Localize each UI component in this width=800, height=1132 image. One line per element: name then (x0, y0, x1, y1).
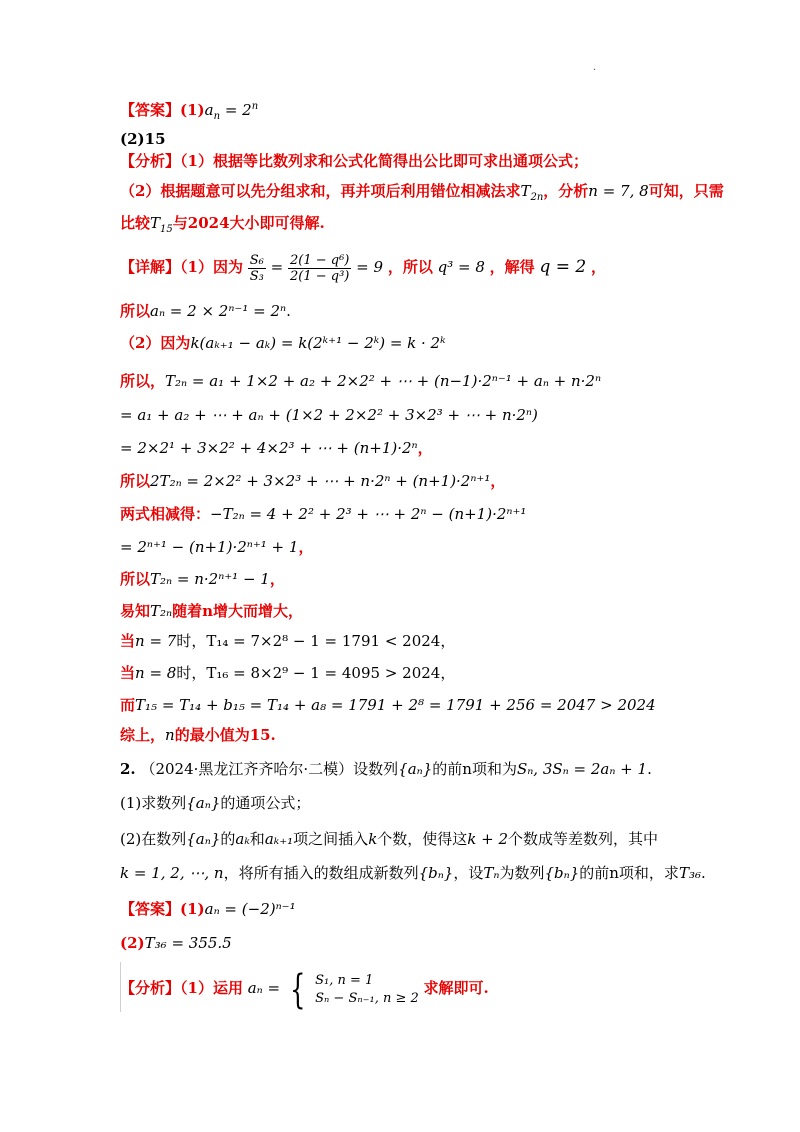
page-dot: . (593, 62, 597, 73)
answer-label: 【答案】(1) (120, 101, 205, 119)
fraction-s6-s3: $\frac{\text{S₆}}{\text{S₃}}$ (249, 252, 264, 284)
derivation-line: = 2ⁿ⁺¹ − (n+1)·2ⁿ⁺¹ + 1， (120, 538, 314, 556)
analysis-line-1: 【分析】（1）根据等比数列求和公式化简得出公比即可求出通项公式； (120, 152, 588, 170)
answer-1-formula: $a_n = 2^n$ (204, 101, 259, 122)
answer-line-1 (120, 96, 258, 128)
derivation-line: 两式相减得：−T₂ₙ = 4 + 2² + 2³ + ⋯ + 2ⁿ − (n+1)·2ⁿ⁺¹ (120, 505, 527, 523)
problem-2-question-2: (2)在数列{aₙ}的aₖ和aₖ₊₁项之间插入k个数，使得这k + 2个数成等差数列，其中 (120, 830, 659, 848)
derivation-line: = a₁ + a₂ + ⋯ + aₙ + (1×2 + 2×2² + 3×2³ + ⋯ + n·2ⁿ) (120, 406, 538, 424)
problem-2-question-2-cont: k = 1, 2, ⋯, n，将所有插入的数组成新数列{bₙ}，设Tₙ为数列{bₙ}的前n项和，求T₃₆. (120, 864, 706, 882)
problem-2-answer-2: (2)T₃₆ = 355.5 (120, 934, 232, 952)
derivation-line: 所以2T₂ₙ = 2×2² + 3×2³ + ⋯ + n·2ⁿ + (n+1)·2ⁿ⁺¹， (120, 472, 506, 490)
answer-line-2: (2)15 (120, 130, 166, 148)
analysis-line-3: 比较$T_{15}$与2024大小即可得解. (120, 214, 325, 235)
fraction-q: $\frac{\text{2(1 − q⁶)}}{\text{2(1 − q³)}}$ (289, 252, 350, 284)
derivation-line: 而T₁₅ = T₁₄ + b₁₅ = T₁₄ + a₈ = 1791 + 2⁸ = 1791 + 256 = 2047 > 2024 (120, 696, 656, 714)
piecewise-formula: { S₁, n = 1 Sₙ − Sₙ₋₁, n ≥ 2 (289, 966, 419, 1013)
problem-2-question-1: (1)求数列{aₙ}的通项公式； (120, 794, 311, 812)
problem-2-answer-1: 【答案】(1)aₙ = (−2)ⁿ⁻¹ (120, 900, 296, 918)
derivation-line: 易知T₂ₙ随着n增大而增大， (120, 602, 304, 620)
derivation-line: （2）因为k(aₖ₊₁ − aₖ) = k(2ᵏ⁺¹ − 2ᵏ) = k · 2ᵏ (120, 334, 446, 352)
problem-2-analysis: 【分析】（1）运用 aₙ = { S₁, n = 1 Sₙ − Sₙ₋₁, n ≥ 2 求解即可. (120, 966, 489, 1013)
derivation-line: 所以，T₂ₙ = a₁ + 1×2 + a₂ + 2×2² + ⋯ + (n−1)·2ⁿ⁻¹ + aₙ + n·2ⁿ (120, 372, 602, 390)
derivation-line: 当n = 7时，T₁₄ = 7×2⁸ − 1 = 1791 < 2024， (120, 632, 456, 650)
detail-line-1: 【详解】（1）因为 $\frac{\text{S₆}}{\text{S₃}}$ = $\frac{\text{2(1 − q⁶)}}{\text{2(1 − q³)}}$ = 9 ，所以 q³ = 8 ，解得 q = 2 ， (120, 252, 607, 284)
analysis-line-2: （2）根据题意可以先分组求和，再并项后利用错位相减法求$T_{2n}$，分析n = 7, 8可知，只需 (120, 182, 724, 203)
derivation-line: 所以T₂ₙ = n·2ⁿ⁺¹ − 1， (120, 570, 285, 588)
derivation-line: 综上，n的最小值为15. (120, 726, 276, 744)
derivation-line: 当n = 8时，T₁₆ = 8×2⁹ − 1 = 4095 > 2024， (120, 664, 456, 682)
problem-2-statement: 2. （2024·黑龙江齐齐哈尔·二模）设数列{aₙ}的前n项和为Sₙ, 3Sₙ = 2aₙ + 1. (120, 760, 652, 778)
derivation-line: = 2×2¹ + 3×2² + 4×2³ + ⋯ + (n+1)·2ⁿ， (120, 439, 433, 457)
derivation-line: 所以aₙ = 2 × 2ⁿ⁻¹ = 2ⁿ. (120, 302, 291, 320)
